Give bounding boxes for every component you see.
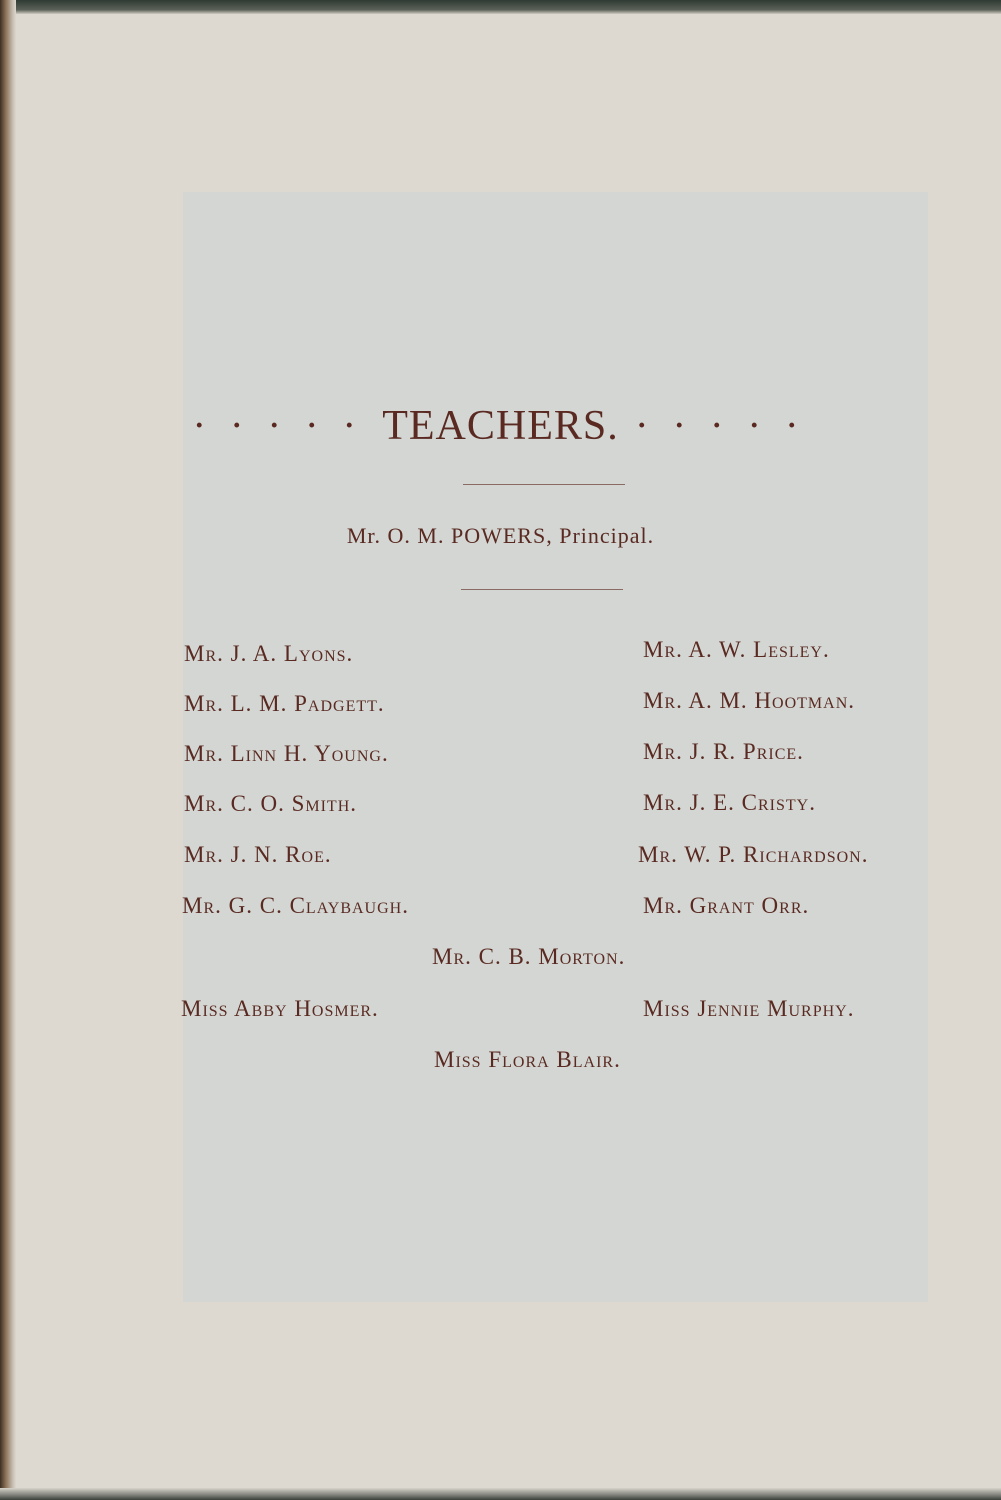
heading (0, 402, 1001, 450)
page-title: TEACHERS. (382, 403, 619, 449)
heading-dots-right: · · · · · (636, 409, 807, 442)
teacher-name: Mr. Grant Orr. (643, 893, 810, 918)
teacher-name: Mr. L. M. Padgett. (184, 691, 385, 716)
teacher-name: Miss Abby Hosmer. (181, 996, 379, 1021)
divider-bottom (461, 589, 623, 590)
teacher-name: Mr. J. N. Roe. (184, 842, 332, 867)
teacher-name: Mr. C. B. Morton. (432, 944, 626, 969)
heading-dots-left: · · · · · (194, 409, 365, 442)
teacher-name: Miss Flora Blair. (434, 1047, 621, 1072)
teacher-name: Miss Jennie Murphy. (643, 996, 855, 1021)
teacher-name: Mr. J. R. Price. (643, 739, 804, 764)
book-binding-top (0, 0, 1001, 14)
teacher-name: Mr. A. W. Lesley. (643, 637, 830, 662)
teacher-name: Mr. C. O. Smith. (184, 791, 357, 816)
book-binding-bottom (0, 1488, 1001, 1500)
book-spine-edge (0, 0, 16, 1500)
teacher-name: Mr. W. P. Richardson. (638, 842, 869, 867)
principal-line: Mr. O. M. POWERS, Principal. (346, 523, 655, 548)
teacher-name: Mr. J. A. Lyons. (184, 641, 354, 666)
teacher-name: Mr. Linn H. Young. (184, 741, 389, 766)
teacher-name: Mr. G. C. Claybaugh. (182, 893, 409, 918)
teacher-name: Mr. J. E. Cristy. (643, 790, 816, 815)
teacher-name: Mr. A. M. Hootman. (643, 688, 855, 713)
divider-top (463, 484, 625, 485)
